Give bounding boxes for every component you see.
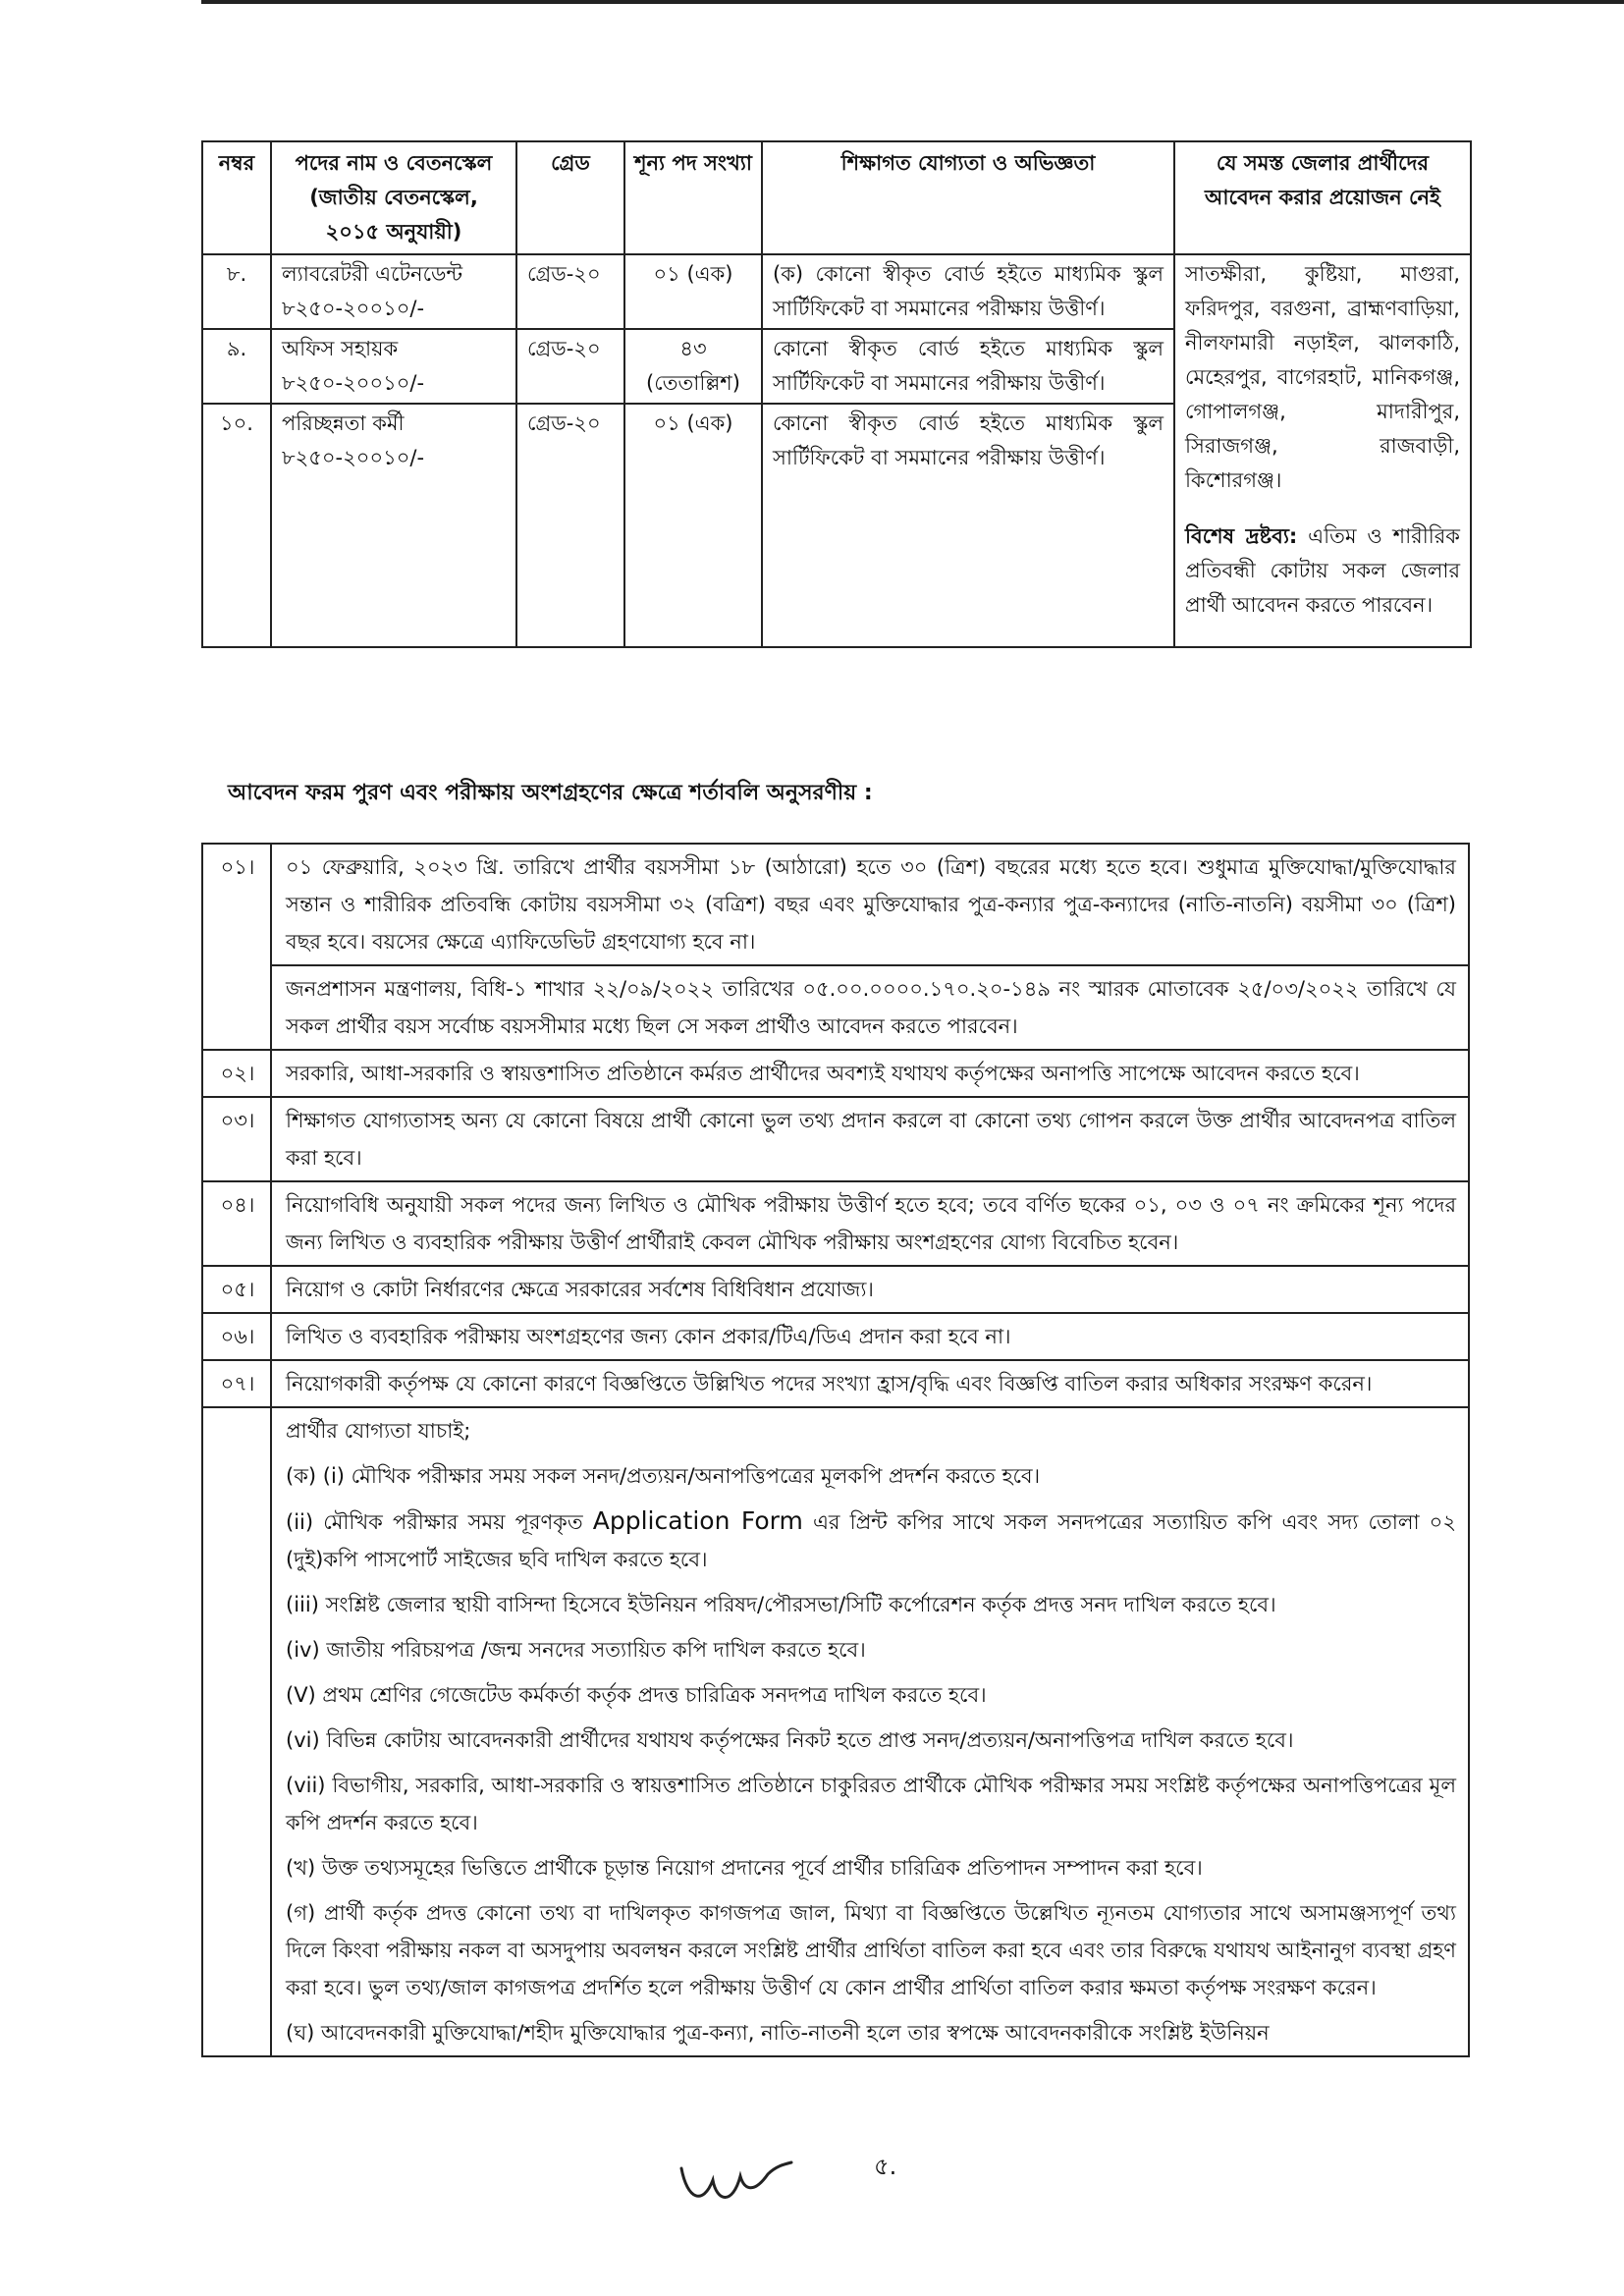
row-post bbox=[271, 404, 516, 647]
condition-row bbox=[202, 1313, 1469, 1360]
posts-table bbox=[201, 140, 1472, 648]
condition-row bbox=[202, 1360, 1469, 1407]
condition-text: জনপ্রশাসন মন্ত্রণালয়, বিধি-১ শাখার ২২/০৯/২০২২ তারিখের ০৫.০০.০০০০.১৭০.২০-১৪৯ নং স্মারক মোতাবেক ২৫/০৩/২০২২ তারিখে যে সকল প্রার্থীর বয়স সর্বোচ্চ বয়সসীমার মধ্যে ছিল সে সকল প্রার্থীও আবেদন করতে পারবেন। bbox=[271, 965, 1469, 1050]
verification-iv: (iv) জাতীয় পরিচয়পত্র /জন্ম সনদের সত্যায়িত কপি দাখিল করতে হবে। bbox=[286, 1638, 866, 1662]
condition-row bbox=[202, 844, 1469, 965]
condition-row bbox=[202, 965, 1469, 1050]
header-post-name: পদের নাম ও বেতনস্কেল (জাতীয় বেতনস্কেল, ২০১৫ অনুযায়ী) bbox=[271, 141, 516, 254]
condition-text: ০১ ফেব্রুয়ারি, ২০২৩ খ্রি. তারিখে প্রার্থীর বয়সসীমা ১৮ (আঠারো) হতে ৩০ (ত্রিশ) বছরের মধ্যে হতে হবে। শুধুমাত্র মুক্তিযোদ্ধা/মুক্তিযোদ্ধার সন্তান ও শারীরিক প্রতিবন্ধি কোটায় বয়সসীমা ৩২ (বত্রিশ) বছর এবং মুক্তিযোদ্ধার পুত্র-কন্যার পুত্র-কন্যাদের (নাতি-নাতনি) বয়সীমা ৩০ (ত্রিশ) বছর হবে। বয়সের ক্ষেত্রে এ্যাফিডেভিট গ্রহণযোগ্য হবে না। bbox=[271, 844, 1469, 965]
condition-number: ০১। bbox=[202, 844, 271, 1050]
pay-scale: ৮২৫০-২০০১০/- bbox=[282, 371, 425, 395]
handwritten-signature bbox=[674, 2141, 811, 2219]
row-grade: গ্রেড-২০ bbox=[516, 404, 624, 647]
header-excluded-districts: যে সমস্ত জেলার প্রার্থীদের আবেদন করার প্রয়োজন নেই bbox=[1174, 141, 1471, 254]
verification-intro: প্রার্থীর যোগ্যতা যাচাই; bbox=[286, 1419, 471, 1443]
special-note-label: বিশেষ দ্রষ্টব্য: bbox=[1185, 524, 1298, 548]
condition-row bbox=[202, 1050, 1469, 1097]
header-serial: নম্বর bbox=[202, 141, 271, 254]
verification-iii: (iii) সংশ্লিষ্ট জেলার স্থায়ী বাসিন্দা হিসেবে ইউনিয়ন পরিষদ/পৌরসভা/সিটি কর্পোরেশন কর্তৃক প্রদত্ত সনদ দাখিল করতে হবে। bbox=[286, 1593, 1276, 1616]
row-vacancy: ০১ (এক) bbox=[624, 404, 762, 647]
verification-ka-i: (ক) (i) মৌখিক পরীক্ষার সময় সকল সনদ/প্রত্যয়ন/অনাপত্তিপত্রের মূলকপি প্রদর্শন করতে হবে। bbox=[286, 1464, 1041, 1488]
condition-text: নিয়োগ ও কোটা নির্ধারণের ক্ষেত্রে সরকারের সর্বশেষ বিধিবিধান প্রযোজ্য। bbox=[271, 1266, 1469, 1313]
row-grade: গ্রেড-২০ bbox=[516, 254, 624, 329]
post-name: ল্যাবরেটরী এটেনডেন্ট bbox=[282, 262, 462, 286]
header-vacancy: শূন্য পদ সংখ্যা bbox=[624, 141, 762, 254]
condition-text: লিখিত ও ব্যবহারিক পরীক্ষায় অংশগ্রহণের জন্য কোন প্রকার/টিএ/ডিএ প্রদান করা হবে না। bbox=[271, 1313, 1469, 1360]
pay-scale: ৮২৫০-২০০১০/- bbox=[282, 446, 425, 469]
conditions-table bbox=[201, 843, 1470, 2057]
row-post bbox=[271, 329, 516, 404]
row-vacancy: ০১ (এক) bbox=[624, 254, 762, 329]
condition-number: ০৪। bbox=[202, 1181, 271, 1266]
row-qualification: কোনো স্বীকৃত বোর্ড হইতে মাধ্যমিক স্কুল সার্টিফিকেট বা সমমানের পরীক্ষায় উত্তীর্ণ। bbox=[762, 404, 1174, 647]
condition-text: সরকারি, আধা-সরকারি ও স্বায়ত্তশাসিত প্রতিষ্ঠানে কর্মরত প্রার্থীদের অবশ্যই যথাযথ কর্তৃপক্ষের অনাপত্তি সাপেক্ষে আবেদন করতে হবে। bbox=[271, 1050, 1469, 1097]
posts-header-row bbox=[202, 141, 1471, 254]
post-name: অফিস সহায়ক bbox=[282, 337, 399, 360]
condition-number: ০৭। bbox=[202, 1360, 271, 1407]
condition-text: শিক্ষাগত যোগ্যতাসহ অন্য যে কোনো বিষয়ে প্রার্থী কোনো ভুল তথ্য প্রদান করলে বা কোনো তথ্য গোপন করলে উক্ত প্রার্থীর আবেদনপত্র বাতিল করা হবে। bbox=[271, 1097, 1469, 1181]
verification-block bbox=[271, 1407, 1469, 2056]
post-name: পরিচ্ছন্নতা কর্মী bbox=[282, 411, 405, 435]
condition-number: ০৩। bbox=[202, 1097, 271, 1181]
vacancy-words: (তেতাল্লিশ) bbox=[646, 371, 740, 395]
verification-gha: (ঘ) আবেদনকারী মুক্তিযোদ্ধা/শহীদ মুক্তিযোদ্ধার পুত্র-কন্যা, নাতি-নাতনী হলে তার স্বপক্ষে আবেদনকারীকে সংশ্লিষ্ট ইউনিয়ন bbox=[286, 2021, 1270, 2045]
verification-v: (V) প্রথম শ্রেণির গেজেটেড কর্মকর্তা কর্তৃক প্রদত্ত চারিত্রিক সনদপত্র দাখিল করতে হবে। bbox=[286, 1683, 987, 1707]
verification-ga: (গ) প্রার্থী কর্তৃক প্রদত্ত কোনো তথ্য বা দাখিলকৃত কাগজপত্র জাল, মিথ্যা বা বিজ্ঞপ্তিতে উল্লেখিত ন্যূনতম যোগ্যতার সাথে অসামঞ্জস্যপূর্ণ তথ্য দিলে কিংবা পরীক্ষায় নকল বা অসদুপায় অবলম্বন করলে সংশ্লিষ্ট প্রার্থীর প্রার্থিতা বাতিল করা হবে এবং তার বিরুদ্ধে যথাযথ আইনানুগ ব্যবস্থা গ্রহণ করা হবে। ভুল তথ্য/জাল কাগজপত্র প্রদর্শিত হলে পরীক্ষায় উত্তীর্ণ যে কোন প্রার্থীর প্রার্থিতা বাতিল করার ক্ষমতা কর্তৃপক্ষ সংরক্ষণ করেন। bbox=[286, 1901, 1456, 1999]
condition-number: ০২। bbox=[202, 1050, 271, 1097]
condition-row bbox=[202, 1181, 1469, 1266]
row-vacancy bbox=[624, 329, 762, 404]
condition-number: ০৫। bbox=[202, 1266, 271, 1313]
pay-scale: ৮২৫০-২০০১০/- bbox=[282, 297, 425, 320]
condition-text: নিয়োগবিধি অনুযায়ী সকল পদের জন্য লিখিত ও মৌখিক পরীক্ষায় উত্তীর্ণ হতে হবে; তবে বর্ণিত ছকের ০১, ০৩ ও ০৭ নং ক্রমিকের শূন্য পদের জন্য লিখিত ও ব্যবহারিক পরীক্ষায় উত্তীর্ণ প্রার্থীরাই কেবল মৌখিক পরীক্ষায় অংশগ্রহণের যোগ্য বিবেচিত হবেন। bbox=[271, 1181, 1469, 1266]
districts-list: সাতক্ষীরা, কুষ্টিয়া, মাগুরা, ফরিদপুর, বরগুনা, ব্রাহ্মণবাড়িয়া, নীলফামারী নড়াইল, ঝালকাঠি, মেহেরপুর, বাগেরহাট, মানিকগঞ্জ, গোপালগঞ্জ, মাদারীপুর, সিরাজগঞ্জ, রাজবাড়ী, কিশোরগঞ্জ। bbox=[1185, 262, 1460, 492]
verification-ii bbox=[286, 1503, 1456, 1578]
row-serial: ১০. bbox=[202, 404, 271, 647]
verification-kha: (খ) উক্ত তথ্যসমূহের ভিত্তিতে প্রার্থীকে চূড়ান্ত নিয়োগ প্রদানের পূর্বে প্রার্থীর চারিত্রিক প্রতিপাদন সম্পাদন করা হবে। bbox=[286, 1856, 1203, 1880]
vacancy-number: ৪৩ bbox=[679, 337, 707, 360]
row-serial: ৯. bbox=[202, 329, 271, 404]
top-edge-rule bbox=[201, 0, 1624, 4]
special-note-text: এতিম ও শারীরিক প্রতিবন্ধী কোটায় সকল জেলার প্রার্থী আবেদন করতে পারবেন। bbox=[1185, 524, 1460, 617]
condition-number: ০৬। bbox=[202, 1313, 271, 1360]
page-number: ৫. bbox=[874, 2153, 897, 2180]
condition-row bbox=[202, 1407, 1469, 2056]
row-post bbox=[271, 254, 516, 329]
row-serial: ৮. bbox=[202, 254, 271, 329]
header-grade: গ্রেড bbox=[516, 141, 624, 254]
excluded-districts-cell bbox=[1174, 254, 1471, 647]
row-qualification: (ক) কোনো স্বীকৃত বোর্ড হইতে মাধ্যমিক স্কুল সার্টিফিকেট বা সমমানের পরীক্ষায় উত্তীর্ণ। bbox=[762, 254, 1174, 329]
verification-ii-part-1: (ii) মৌখিক পরীক্ষার সময় পূরণকৃত bbox=[286, 1510, 583, 1534]
header-qualification: শিক্ষাগত যোগ্যতা ও অভিজ্ঞতা bbox=[762, 141, 1174, 254]
condition-row bbox=[202, 1097, 1469, 1181]
row-grade: গ্রেড-২০ bbox=[516, 329, 624, 404]
conditions-heading: আবেদন ফরম পুরণ এবং পরীক্ষায় অংশগ্রহণের ক্ষেত্রে শর্তাবলি অনুসরণীয় : bbox=[228, 781, 873, 805]
verification-ii-part-2: এর প্রিন্ট কপির সাথে সকল সনদপত্রের সত্যায়িত কপি এবং সদ্য তোলা ০২ (দুই)কপি পাসপোর্ট সাইজের ছবি দাখিল করতে হবে। bbox=[286, 1510, 1456, 1571]
condition-row bbox=[202, 1266, 1469, 1313]
verification-vii: (vii) বিভাগীয়, সরকারি, আধা-সরকারি ও স্বায়ত্তশাসিত প্রতিষ্ঠানে চাকুরিরত প্রার্থীকে মৌখিক পরীক্ষার সময় সংশ্লিষ্ট কর্তৃপক্ষের অনাপত্তিপত্রের মূল কপি প্রদর্শন করতে হবে। bbox=[286, 1774, 1456, 1834]
row-qualification: কোনো স্বীকৃত বোর্ড হইতে মাধ্যমিক স্কুল সার্টিফিকেট বা সমমানের পরীক্ষায় উত্তীর্ণ। bbox=[762, 329, 1174, 404]
table-row bbox=[202, 254, 1471, 329]
condition-number bbox=[202, 1407, 271, 2056]
verification-vi: (vi) বিভিন্ন কোটায় আবেদনকারী প্রার্থীদের যথাযথ কর্তৃপক্ষের নিকট হতে প্রাপ্ত সনদ/প্রত্যয়ন/অনাপত্তিপত্র দাখিল করতে হবে। bbox=[286, 1728, 1294, 1752]
condition-text: নিয়োগকারী কর্তৃপক্ষ যে কোনো কারণে বিজ্ঞপ্তিতে উল্লিখিত পদের সংখ্যা হ্রাস/বৃদ্ধি এবং বিজ্ঞপ্তি বাতিল করার অধিকার সংরক্ষণ করেন। bbox=[271, 1360, 1469, 1407]
application-form-term: Application Form bbox=[592, 1506, 803, 1535]
